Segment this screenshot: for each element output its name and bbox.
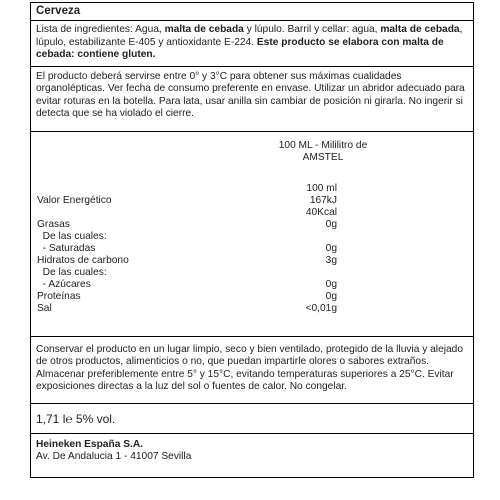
nutrient-value: <0,01g [305, 302, 337, 314]
company-section [31, 433, 473, 469]
nutrition-row [37, 255, 337, 267]
nutrition-row [37, 303, 337, 315]
nutrient-value: 0g [325, 242, 337, 254]
nutrition-row [37, 279, 337, 291]
label-frame [30, 2, 474, 478]
serving-instructions: El producto deberá servirse entre 0° y 3°C para obtener sus máximas cualidades organolépticas. Ver fecha de consumo preferente en envase. Utilizar un abridor adecuado para evitar roturas en la botella. Para lata, usar anilla sin cambiar de posición ni girarla. No ingerir si detecta que se ha violado el cierre. [31, 66, 473, 131]
nutrient-label: - Saturadas [37, 242, 96, 254]
nutrition-row [37, 291, 337, 303]
gluten-warning: Este producto se elabora con malta de cebada: contiene gluten. [36, 36, 444, 60]
company-name: Heineken España S.A. [36, 438, 144, 450]
nutrition-header-line1: 100 ML - Mililitro de [278, 139, 368, 151]
nutrient-value: 40Kcal [305, 206, 337, 218]
nutrient-value: 0g [325, 290, 337, 302]
nutrient-value: 167kJ [309, 194, 337, 206]
nutrition-unit-row [37, 183, 337, 195]
nutrient-label: De las cuales: [37, 230, 107, 242]
nutrition-row [37, 195, 337, 207]
nutrient-label: Proteínas [37, 290, 81, 302]
nutrition-row [37, 207, 337, 219]
volume-amount: 1,71 l [36, 411, 66, 426]
nutrition-row [37, 231, 337, 243]
product-title: Cerveza [36, 5, 81, 17]
nutrient-label: Sal [37, 302, 52, 314]
nutrient-label: - Azúcares [37, 278, 91, 290]
estimated-sign-icon: ℮ [65, 411, 73, 426]
alcohol-content: 5% vol. [75, 411, 116, 426]
nutrition-table [31, 131, 473, 336]
ingredients-section [31, 20, 473, 66]
nutrient-value: 3g [325, 254, 337, 266]
nutrition-row [37, 243, 337, 255]
nutrition-column-unit: 100 ml [306, 182, 337, 194]
ingredients-text: Lista de ingredientes: Agua, [36, 24, 165, 35]
ingredients-text: y lúpulo. Barril y cellar: agua, [243, 24, 381, 35]
nutrition-header-line2: AMSTEL [302, 151, 344, 163]
nutrition-row [37, 267, 337, 279]
nutrient-label: Hidratos de carbono [37, 254, 129, 266]
allergen-malta-1: malta de cebada [164, 24, 244, 35]
nutrition-header [258, 140, 388, 164]
nutrient-label: Grasas [37, 218, 70, 230]
nutrient-value: 0g [325, 278, 337, 290]
nutrient-label: Valor Energético [37, 194, 112, 206]
nutrition-row [37, 219, 337, 231]
nutrient-label: De las cuales: [37, 266, 107, 278]
allergen-malta-2: malta de cebada [380, 24, 460, 35]
storage-instructions: Conservar el producto en un lugar limpio, seco y bien ventilado, protegido de la lluvia y alejado de otros productos, alimenticios o no, que puedan impartirle olores o sabores extraños. Almacenar preferiblemente entre 5° y 15°C, evitando temperaturas superiores a 25°C. Evitar exposiciones directas a la luz del sol o fuentes de calor. No congelar. [31, 336, 473, 403]
ingredients-text: , lúpulo, estabilizante E-405 y antioxidante E-224. [36, 24, 463, 48]
company-address: Av. De Andalucia 1 - 41007 Sevilla [36, 451, 192, 462]
volume-section [31, 403, 473, 433]
nutrient-value: 0g [325, 218, 337, 230]
